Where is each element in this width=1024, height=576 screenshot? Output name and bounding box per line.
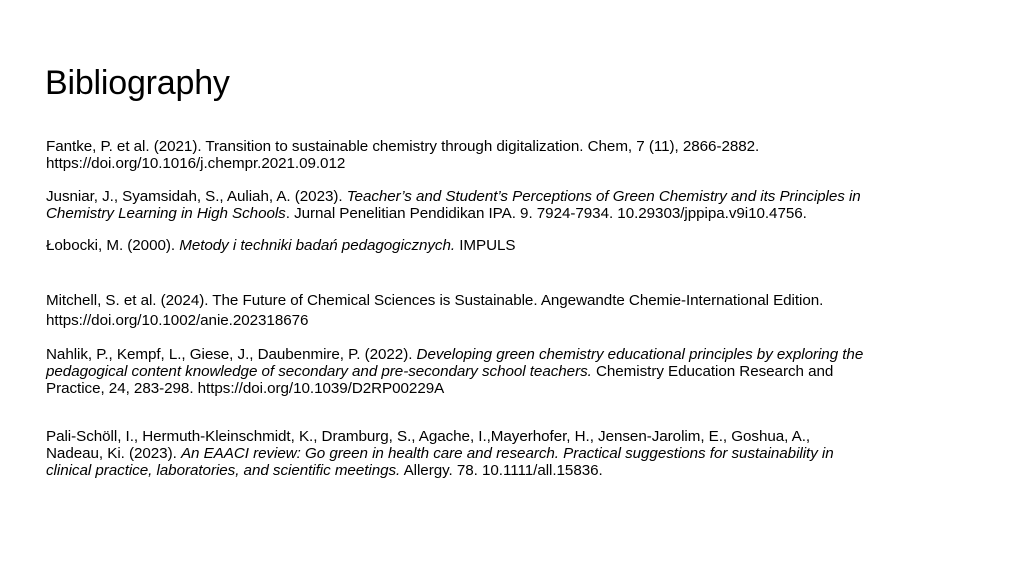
reference-pali-scholl-line-1: Pali-Schöll, I., Hermuth-Kleinschmidt, K., Dramburg, S., Agache, I.,Mayerhofer, H., Jensen-Jarolim, E., Goshua, A., [46, 428, 811, 445]
reference-pali-scholl-line-2 [46, 445, 986, 462]
reference-jusniar-line-1 [46, 188, 986, 205]
reference-jusniar [46, 188, 986, 222]
reference-fantke [46, 138, 986, 172]
reference-lobocki-line-1 [46, 237, 986, 254]
reference-jusniar-authors: Jusniar, J., Syamsidah, S., Auliah, A. (2023). [46, 188, 347, 205]
reference-nahlik-authors: Nahlik, P., Kempf, L., Giese, J., Daubenmire, P. (2022). [46, 346, 417, 363]
reference-lobocki [46, 237, 986, 254]
reference-mitchell-doi: https://doi.org/10.1002/anie.202318676 [46, 312, 309, 329]
reference-jusniar-line-2 [46, 205, 986, 222]
reference-pali-scholl-title-part-2: clinical practice, laboratories, and scientific meetings. [46, 462, 401, 479]
reference-lobocki-publisher: IMPULS [455, 237, 516, 254]
reference-nahlik [46, 346, 986, 397]
reference-nahlik-line-2 [46, 363, 986, 380]
reference-nahlik-title-part-2: pedagogical content knowledge of secondary and pre-secondary school teachers. [46, 363, 592, 380]
reference-jusniar-title-part-2: Chemistry Learning in High Schools [46, 205, 286, 222]
reference-lobocki-authors: Łobocki, M. (2000). [46, 237, 180, 254]
reference-mitchell-line-1: Mitchell, S. et al. (2024). The Future of Chemical Sciences is Sustainable. Angewandte Chemie-International Edition. [46, 292, 824, 309]
reference-lobocki-title: Metody i techniki badań pedagogicznych. [179, 237, 456, 254]
reference-pali-scholl-title-part-1: An EAACI review: Go green in health care and research. Practical suggestions for sustainability in [180, 445, 834, 462]
reference-mitchell-continued [46, 312, 986, 329]
reference-nahlik-line-1 [46, 346, 986, 363]
reference-pali-scholl-line-3 [46, 462, 986, 479]
slide-title: Bibliography [45, 64, 230, 102]
reference-nahlik-line-3: Practice, 24, 283-298. https://doi.org/10.1039/D2RP00229A [46, 380, 445, 397]
reference-jusniar-title-part-1: Teacher’s and Student’s Perceptions of Green Chemistry and its Principles in [346, 188, 861, 205]
reference-jusniar-publication: . Jurnal Penelitian Pendidikan IPA. 9. 7924-7934. 10.29303/jppipa.v9i10.4756. [285, 205, 807, 222]
reference-fantke-line-1: Fantke, P. et al. (2021). Transition to sustainable chemistry through digitalization. Chem, 7 (11), 2866-2882. [46, 138, 760, 155]
reference-pali-scholl-authors-end: Nadeau, Ki. (2023). [46, 445, 181, 462]
reference-nahlik-journal: Chemistry Education Research and [591, 363, 834, 380]
reference-pali-scholl-journal: Allergy. 78. 10.1111/all.15836. [400, 462, 603, 479]
reference-fantke-doi: https://doi.org/10.1016/j.chempr.2021.09.012 [46, 155, 346, 172]
reference-pali-scholl [46, 428, 986, 479]
reference-nahlik-title-part-1: Developing green chemistry educational principles by exploring the [416, 346, 864, 363]
reference-mitchell [46, 292, 986, 309]
